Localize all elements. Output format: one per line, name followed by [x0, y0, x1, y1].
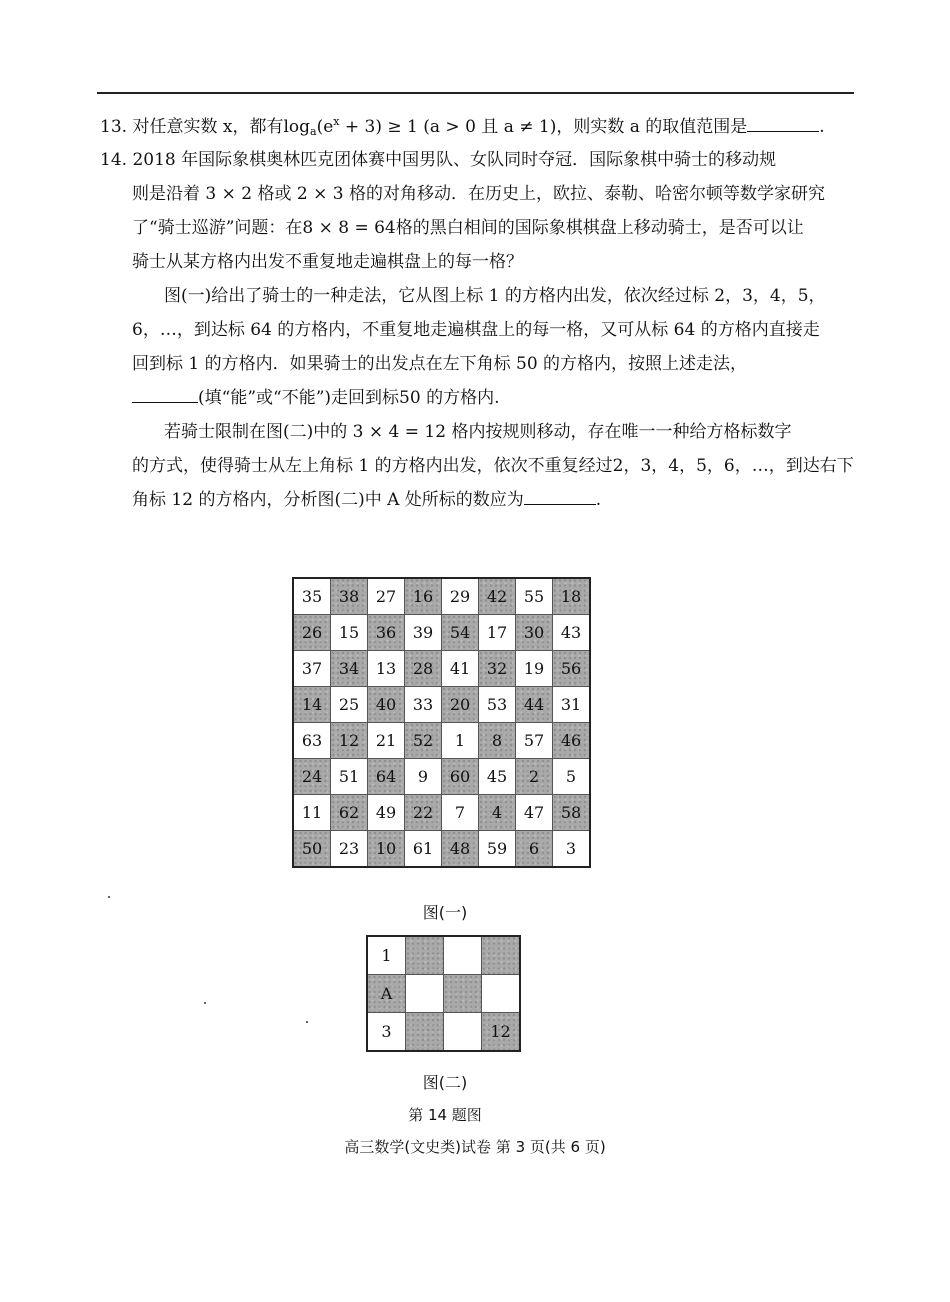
board-cell: 33	[405, 687, 442, 723]
board-cell: 34	[331, 651, 368, 687]
board-cell: 45	[479, 759, 516, 795]
board-cell: 55	[516, 578, 553, 615]
board-cell: 37	[293, 651, 331, 687]
board-cell: 14	[293, 687, 331, 723]
board-row	[293, 687, 590, 723]
board-cell: 50	[293, 831, 331, 868]
board-cell: 25	[331, 687, 368, 723]
board-cell: 43	[553, 615, 591, 651]
scan-speck	[306, 1021, 308, 1023]
board-row	[293, 615, 590, 651]
q13-answer-blank[interactable]	[747, 113, 819, 132]
board-cell: 21	[368, 723, 405, 759]
board-cell: 2	[516, 759, 553, 795]
board-cell: 12	[331, 723, 368, 759]
board-cell: 44	[516, 687, 553, 723]
board-cell: 1	[367, 936, 406, 975]
board-cell: 16	[405, 578, 442, 615]
q14-line: 了“骑士巡游”问题：在8 × 8 = 64格的黑白相间的国际象棋棋盘上移动骑士，是否可以让	[132, 218, 804, 238]
board-cell	[482, 936, 521, 975]
board-cell	[444, 936, 482, 975]
board-cell: 13	[368, 651, 405, 687]
question-14	[100, 143, 854, 517]
board-cell: 32	[479, 651, 516, 687]
board-cell: 51	[331, 759, 368, 795]
board-cell: 48	[442, 831, 479, 868]
board-cell: 4	[479, 795, 516, 831]
q14-para2-line: 图(一)给出了骑士的一种走法，它从图上标 1 的方格内出发，依次经过标 2，3，4，5，	[164, 286, 826, 306]
q14-para3-line: 的方式，使得骑士从左上角标 1 的方格内出发，依次不重复经过2，3，4，5，6，…，到达右下	[132, 456, 854, 476]
board-cell: A	[367, 975, 406, 1013]
board-cell: 61	[405, 831, 442, 868]
q13-text-before: 对任意实数 x，都有log	[132, 117, 310, 137]
board-cell: 22	[405, 795, 442, 831]
board-cell: 49	[368, 795, 405, 831]
board-row	[367, 936, 520, 975]
board-row	[293, 651, 590, 687]
board-cell: 47	[516, 795, 553, 831]
board-cell: 23	[331, 831, 368, 868]
q14-line: 2018 年国际象棋奥林匹克团体赛中国男队、女队同时夺冠．国际象棋中骑士的移动规	[132, 150, 777, 170]
board-cell: 11	[293, 795, 331, 831]
knight-board-3x4	[366, 935, 521, 1052]
board-cell: 9	[405, 759, 442, 795]
board-cell: 27	[368, 578, 405, 615]
board-cell: 46	[553, 723, 591, 759]
board-cell: 40	[368, 687, 405, 723]
board-cell: 28	[405, 651, 442, 687]
board-cell: 56	[553, 651, 591, 687]
board-cell: 39	[405, 615, 442, 651]
board-row	[293, 795, 590, 831]
knight-tour-board-8x8	[292, 577, 591, 868]
board-cell	[406, 1013, 444, 1052]
board-cell: 30	[516, 615, 553, 651]
board-cell: 57	[516, 723, 553, 759]
scan-speck	[108, 896, 110, 898]
scan-speck	[204, 1002, 206, 1004]
board-cell: 35	[293, 578, 331, 615]
board-cell: 7	[442, 795, 479, 831]
board-cell: 1	[442, 723, 479, 759]
board-row	[367, 975, 520, 1013]
board-cell	[444, 975, 482, 1013]
board-cell: 42	[479, 578, 516, 615]
board-cell: 15	[331, 615, 368, 651]
board-cell	[406, 975, 444, 1013]
board-cell: 62	[331, 795, 368, 831]
board-cell: 29	[442, 578, 479, 615]
q13-log-base: a	[310, 125, 317, 138]
board-cell	[406, 936, 444, 975]
board-cell: 36	[368, 615, 405, 651]
figure-1-caption: 图(一)	[422, 903, 468, 922]
q14-number: 14.	[100, 150, 128, 170]
board-cell	[444, 1013, 482, 1052]
q13-number: 13.	[100, 117, 128, 137]
board-cell: 60	[442, 759, 479, 795]
figure-title: 第 14 题图	[408, 1106, 482, 1124]
board-cell: 31	[553, 687, 591, 723]
q14-line: 骑士从某方格内出发不重复地走遍棋盘上的每一格？	[132, 252, 523, 272]
board-cell: 59	[479, 831, 516, 868]
board-cell: 5	[553, 759, 591, 795]
board-cell: 3	[553, 831, 591, 868]
board-cell: 8	[479, 723, 516, 759]
q13-end: .	[819, 117, 825, 137]
board-cell: 53	[479, 687, 516, 723]
q13-text-mid: (e	[316, 117, 334, 137]
q13-text-after: + 3) ≥ 1 (a > 0 且 a ≠ 1)，则实数 a 的取值范围是	[339, 117, 748, 137]
board-cell: 24	[293, 759, 331, 795]
q14-para2-line: 6，…，到达标 64 的方格内，不重复地走遍棋盘上的每一格，又可从标 64 的方格内直接走	[132, 320, 820, 340]
q14-para2-last: (填“能”或“不能”)走回到标50 的方格内.	[198, 388, 500, 408]
board-cell: 63	[293, 723, 331, 759]
board-cell: 12	[482, 1013, 521, 1052]
board-cell: 18	[553, 578, 591, 615]
top-rule	[97, 92, 854, 94]
q14-para3-line: 若骑士限制在图(二)中的 3 × 4 = 12 格内按规则移动，存在唯一一种给方格标数字	[164, 422, 792, 442]
figure-2-caption: 图(二)	[422, 1073, 468, 1092]
q14-para3-end: .	[595, 490, 602, 510]
board-cell: 10	[368, 831, 405, 868]
board-cell	[482, 975, 521, 1013]
board-cell: 54	[442, 615, 479, 651]
q14-line: 则是沿着 3 × 2 格或 2 × 3 格的对角移动．在历史上，欧拉、泰勒、哈密尔顿等数学家研究	[132, 184, 825, 204]
board-cell: 38	[331, 578, 368, 615]
q14-answer-blank-2[interactable]	[524, 486, 596, 505]
board-cell: 64	[368, 759, 405, 795]
board-row	[293, 759, 590, 795]
board-cell: 19	[516, 651, 553, 687]
board-cell: 6	[516, 831, 553, 868]
page-footer: 高三数学(文史类)试卷 第 3 页(共 6 页)	[344, 1138, 606, 1156]
board-row	[367, 1013, 520, 1052]
board-row	[293, 578, 590, 615]
board-cell: 17	[479, 615, 516, 651]
q14-answer-blank-1[interactable]	[132, 384, 198, 403]
q14-para3-last: 角标 12 的方格内，分析图(二)中 A 处所标的数应为	[132, 490, 524, 510]
board-row	[293, 723, 590, 759]
board-cell: 41	[442, 651, 479, 687]
q14-para2-line: 回到标 1 的方格内．如果骑士的出发点在左下角标 50 的方格内，按照上述走法，	[132, 354, 748, 374]
board-cell: 58	[553, 795, 591, 831]
q13-exponent: x	[333, 115, 340, 128]
board-row	[293, 831, 590, 868]
board-cell: 20	[442, 687, 479, 723]
board-cell: 52	[405, 723, 442, 759]
board-cell: 26	[293, 615, 331, 651]
board-cell: 3	[367, 1013, 406, 1052]
